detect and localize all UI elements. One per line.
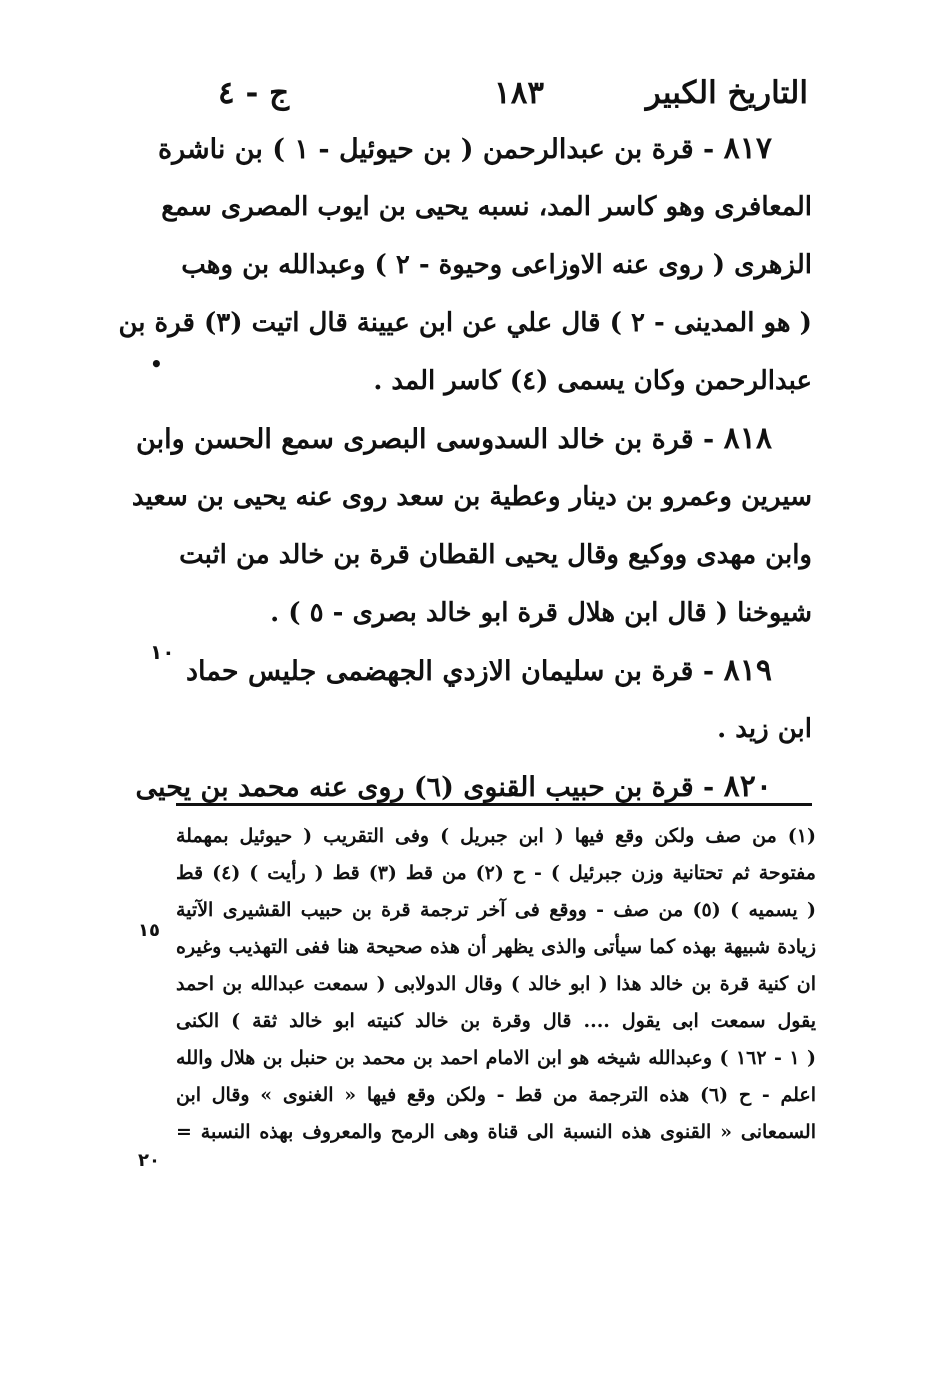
footnote-line: (١) من صف ولكن وقع فيها ( ابن جبريل ) وفى التقريب ( حيوئيل بمهملة — [176, 825, 816, 847]
entry-number: ٨٢٠ — [723, 769, 772, 804]
entry-817 — [118, 120, 812, 410]
entry-line: ٨١٩ - قرة بن سليمان الازدي الجهضمى جليس حماد — [186, 653, 772, 688]
entry-line: ٨١٧ - قرة بن عبدالرحمن ( بن حيوئيل - ١ ) بن ناشرة — [158, 131, 772, 166]
margin-dot: • — [150, 352, 163, 376]
footnote-line: زيادة شبيهة بهذه كما سيأتى والذى يظهر أن هذه صحيحة هنا ففى التهذيب وغيره — [176, 936, 816, 958]
entry-line: سيرين وعمرو بن دينار وعطية بن سعد روى عنه يحيى بن سعيد — [131, 482, 812, 512]
footnotes — [176, 818, 816, 1151]
entry-number: ٨١٩ — [723, 653, 772, 688]
footnote-line: السمعانى « القنوى هذه النسبة الى قناة وهى الرمح والمعروف بهذه النسبة = — [176, 1121, 816, 1143]
entry-line: الزهرى ( روى عنه الاوزاعى وحيوة - ٢ ) وعبدالله بن وهب — [181, 250, 812, 280]
entry-line: المعافرى وهو كاسر المد، نسبه يحيى بن ايوب المصرى سمع — [161, 192, 812, 222]
entry-line: ابن زيد . — [717, 714, 812, 744]
entry-line: شيوخنا ( قال ابن هلال قرة ابو خالد بصرى - ٥ ) . — [270, 598, 812, 628]
entry-819 — [186, 642, 812, 758]
entry-text: قرة بن سليمان الازدي الجهضمى جليس حماد — [186, 656, 694, 687]
notes-line-number-20: ٢٠ — [138, 1150, 160, 1171]
entry-line: عبدالرحمن وكان يسمى (٤) كاسر المد . — [373, 366, 812, 396]
footnote-line: ان كنية قرة بن خالد هذا ( ابو خالد ) وقال الدولابى ( سمعت عبدالله بن احمد — [176, 973, 816, 995]
page-header — [218, 68, 808, 118]
entry-820 — [135, 758, 812, 816]
entry-line: وابن مهدى ووكيع وقال يحيى القطان قرة بن خالد من اثبت — [179, 540, 812, 570]
footnote-line: اعلم - ح (٦) هذه الترجمة من قط - ولكن وقع فيها « الغنوى » وقال ابن — [176, 1084, 816, 1106]
entry-818 — [131, 410, 812, 642]
footnote-line: ( يسميه ) (٥) من صف - ووقع فى آخر ترجمة قرة بن حبيب القشيرى الآتية — [176, 899, 816, 921]
entry-number: ٨١٨ — [723, 421, 772, 456]
footnote-line: مفتوحة ثم تحتانية وزن جبرئيل ) - ح (٢) من قط (٣) قط ( رأيت ) (٤) قط — [176, 862, 816, 884]
entry-line: ٨٢٠ - قرة بن حبيب القنوى (٦) روى عنه محمد بن يحيى — [135, 769, 772, 804]
entry-text: قرة بن خالد السدوسى البصرى سمع الحسن وابن — [136, 424, 694, 455]
entry-line: ( هو المدينى - ٢ ) قال علي عن ابن عيينة قال اتيت (٣) قرة بن — [118, 308, 812, 338]
margin-line-number-10: ١٠ — [150, 640, 175, 664]
entry-text: قرة بن حبيب القنوى (٦) روى عنه محمد بن يحيى — [135, 772, 694, 803]
running-title: التاريخ الكبير — [645, 75, 808, 111]
entry-text: قرة بن عبدالرحمن ( بن حيوئيل - ١ ) بن ناشرة — [158, 134, 694, 165]
page-number: ١٨٣ — [494, 75, 544, 111]
footnote-line: ( ١ - ١٦٢ ) وعبدالله شيخه هو ابن الامام احمد بن محمد بن حنبل بن هلال والله — [176, 1047, 816, 1069]
footnote-divider — [176, 803, 812, 806]
volume-label: ج - ٤ — [218, 75, 290, 111]
entry-line: ٨١٨ - قرة بن خالد السدوسى البصرى سمع الحسن وابن — [136, 421, 772, 456]
footnote-line: يقول سمعت ابى يقول .... قال وقرة بن خالد كنيته ابو خالد ثقة ) الكنى — [176, 1010, 816, 1032]
notes-line-number-15: ١٥ — [138, 920, 160, 941]
entry-number: ٨١٧ — [723, 131, 772, 166]
